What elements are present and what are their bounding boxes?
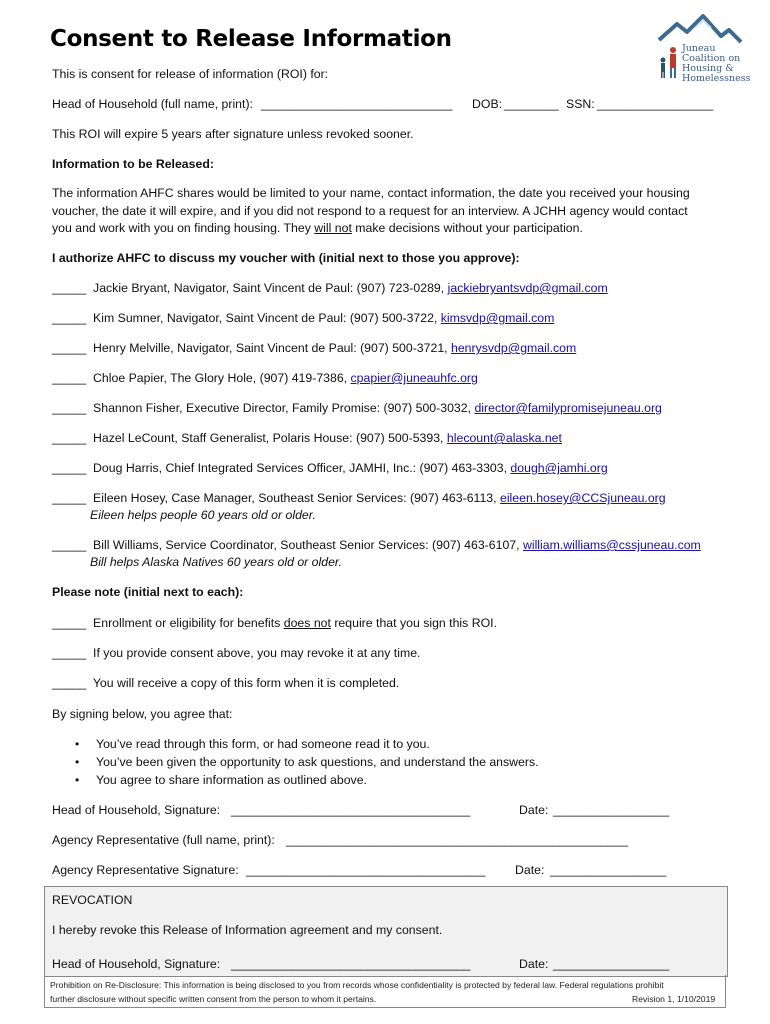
footer-disclosure-line: further disclosure without specific written consent from the person to whom it pertains. <box>50 994 377 1004</box>
footer-disclosure-line: Prohibition on Re-Disclosure: This information is being disclosed to you from records whose confidentiality is protected by federal law. Federal regulations prohibit <box>50 980 664 990</box>
logo-line: Housing & <box>682 63 734 74</box>
hoh-signature-field[interactable]: ___________________________________ <box>231 803 471 817</box>
footer-revision: Revision 1, 1/10/2019 <box>632 994 716 1004</box>
dob-label: DOB: <box>472 97 503 111</box>
revocation-text: I hereby revoke this Release of Information agreement and my consent. <box>52 923 443 937</box>
initial-field[interactable]: _____ <box>52 616 87 630</box>
email-link[interactable]: cpapier@juneauhfc.org <box>350 371 478 385</box>
agree-bullet: You’ve been given the opportunity to ask questions, and understand the answers. <box>96 755 539 769</box>
intro-text: This is consent for release of information (ROI) for: <box>52 67 329 81</box>
jchh-logo <box>655 14 751 84</box>
note-row: _____ Enrollment or eligibility for benefits does not require that you sign this ROI. <box>52 616 498 630</box>
agency-name-label: Agency Representative (full name, print): <box>52 833 275 847</box>
note-row: _____ If you provide consent above, you may revoke it at any time. <box>52 646 421 660</box>
info-heading: Information to be Released: <box>52 157 214 171</box>
authorize-heading: I authorize AHFC to discuss my voucher with (initial next to those you approve): <box>52 251 520 265</box>
contact-note: Eileen helps people 60 years old or older. <box>90 508 316 522</box>
email-link[interactable]: henrysvdp@gmail.com <box>451 341 577 355</box>
info-paragraph-line: The information AHFC shares would be limited to your name, contact information, the date you received your housing <box>52 186 690 200</box>
agency-signature-label: Agency Representative Signature: <box>52 863 239 877</box>
contact-row: _____ Jackie Bryant, Navigator, Saint Vincent de Paul: (907) 723-0289, jackiebryantsvdp@gmail.com <box>52 281 608 295</box>
email-link[interactable]: william.williams@cssjuneau.com <box>522 538 701 552</box>
agency-date-field[interactable]: _________________ <box>550 863 667 877</box>
contact-row: _____ Chloe Papier, The Glory Hole, (907) 419-7386, cpapier@juneauhfc.org <box>52 371 478 385</box>
contact-row: _____ Doug Harris, Chief Integrated Services Officer, JAMHI, Inc.: (907) 463-3303, dough@jamhi.org <box>52 461 608 475</box>
logo-line: Juneau <box>682 43 716 54</box>
initial-field[interactable]: _____ <box>52 676 87 690</box>
agree-intro: By signing below, you agree that: <box>52 707 233 721</box>
bullet-icon: • <box>75 737 80 751</box>
logo-line: Coalition on <box>682 53 741 64</box>
date-label: Date: <box>519 803 549 817</box>
agency-name-field[interactable]: __________________________________________________ <box>286 833 628 847</box>
initial-field[interactable]: _____ <box>52 461 87 475</box>
contact-row: _____ Hazel LeCount, Staff Generalist, Polaris House: (907) 500-5393, hlecount@alaska.net <box>52 431 562 445</box>
bullet-icon: • <box>75 773 80 787</box>
expiry-text: This ROI will expire 5 years after signature unless revoked sooner. <box>52 127 414 141</box>
email-link[interactable]: director@familypromisejuneau.org <box>474 401 662 415</box>
page-title: Consent to Release Information <box>50 26 452 52</box>
initial-field[interactable]: _____ <box>52 646 87 660</box>
contact-row: _____ Bill Williams, Service Coordinator, Southeast Senior Services: (907) 463-6107, william.williams@cssjuneau.com <box>52 538 701 552</box>
initial-field[interactable]: _____ <box>52 538 87 552</box>
note-row: _____ You will receive a copy of this form when it is completed. <box>52 676 400 690</box>
initial-field[interactable]: _____ <box>52 281 87 295</box>
initial-field[interactable]: _____ <box>52 341 87 355</box>
agency-signature-field[interactable]: ___________________________________ <box>246 863 486 877</box>
note-heading: Please note (initial next to each): <box>52 585 244 599</box>
email-link[interactable]: hlecount@alaska.net <box>446 431 562 445</box>
ssn-label: SSN: <box>566 97 595 111</box>
ssn-field[interactable]: _________________ <box>597 97 714 111</box>
email-link[interactable]: eileen.hosey@CCSjuneau.org <box>499 491 666 505</box>
revocation-heading: REVOCATION <box>52 893 133 907</box>
date-label: Date: <box>519 957 549 971</box>
agree-bullet: You agree to share information as outlined above. <box>96 773 367 787</box>
family-figures-icon <box>658 46 680 80</box>
dob-field[interactable]: ________ <box>504 97 559 111</box>
info-paragraph-line: you and work with you on finding housing. They will not make decisions without your participation. <box>52 221 583 235</box>
initial-field[interactable]: _____ <box>52 371 87 385</box>
initial-field[interactable]: _____ <box>52 401 87 415</box>
bullet-icon: • <box>75 755 80 769</box>
contact-row: _____ Eileen Hosey, Case Manager, Southeast Senior Services: (907) 463-6113, eileen.hosey@CCSjuneau.org <box>52 491 666 505</box>
info-paragraph-line: voucher, the date it will expire, and if you did not respond to a request for an interview. A JCHH agency would contact <box>52 204 688 218</box>
logo-line: Homelessness <box>682 73 751 84</box>
hoh-signature-label: Head of Household, Signature: <box>52 803 221 817</box>
initial-field[interactable]: _____ <box>52 431 87 445</box>
initial-field[interactable]: _____ <box>52 491 87 505</box>
hoh-date-field[interactable]: _________________ <box>553 803 670 817</box>
hoh-name-field[interactable]: ____________________________ <box>261 97 453 111</box>
hoh-name-label: Head of Household (full name, print): <box>52 97 253 111</box>
email-link[interactable]: jackiebryantsvdp@gmail.com <box>447 281 608 295</box>
revocation-signature-field[interactable]: ___________________________________ <box>231 957 471 971</box>
agree-bullet: You’ve read through this form, or had someone read it to you. <box>96 737 430 751</box>
initial-field[interactable]: _____ <box>52 311 87 325</box>
email-link[interactable]: kimsvdp@gmail.com <box>440 311 555 325</box>
contact-row: _____ Shannon Fisher, Executive Director, Family Promise: (907) 500-3032, director@familypromisejuneau.org <box>52 401 662 415</box>
revocation-signature-label: Head of Household, Signature: <box>52 957 221 971</box>
date-label: Date: <box>515 863 545 877</box>
revocation-date-field[interactable]: _________________ <box>553 957 670 971</box>
contact-row: _____ Henry Melville, Navigator, Saint Vincent de Paul: (907) 500-3721, henrysvdp@gmail.com <box>52 341 577 355</box>
contact-row: _____ Kim Sumner, Navigator, Saint Vincent de Paul: (907) 500-3722, kimsvdp@gmail.com <box>52 311 555 325</box>
contact-note: Bill helps Alaska Natives 60 years old or older. <box>90 555 342 569</box>
email-link[interactable]: dough@jamhi.org <box>510 461 608 475</box>
